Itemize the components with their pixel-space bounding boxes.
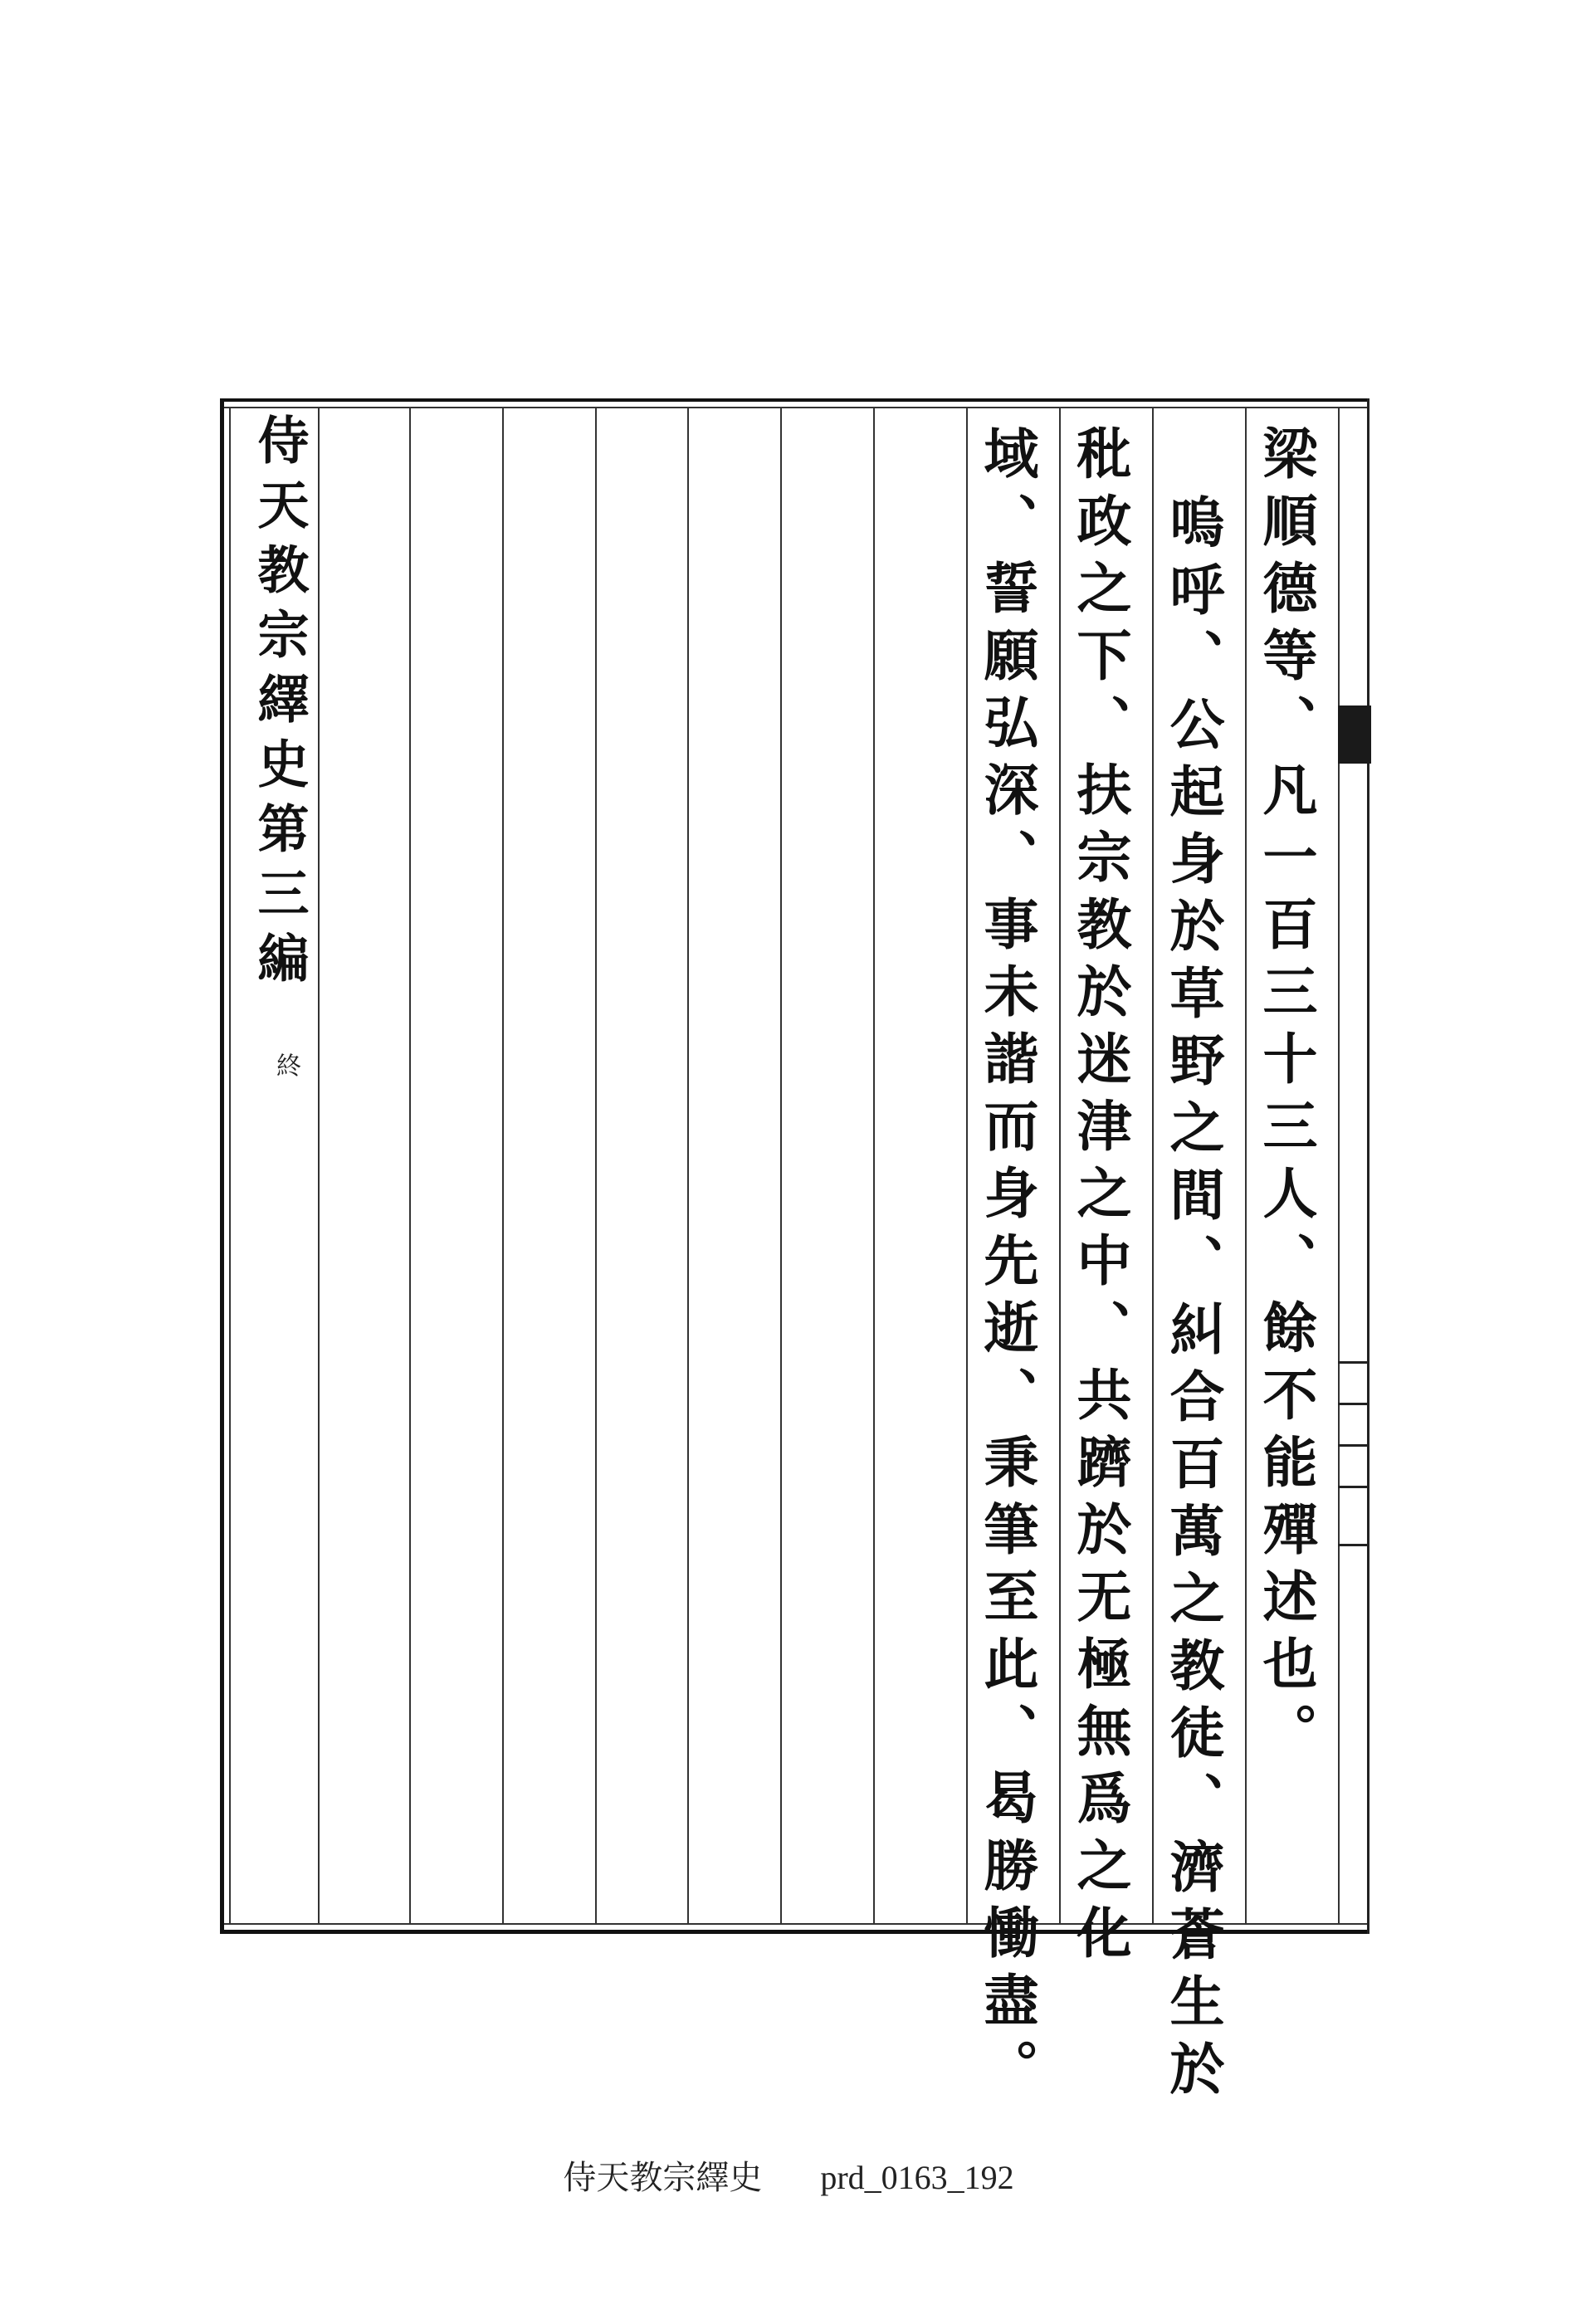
column-divider	[873, 408, 875, 1924]
frame-right-rule	[1367, 398, 1370, 1934]
column-divider	[966, 408, 968, 1924]
frame-left-rule	[220, 398, 224, 1934]
column-divider	[1152, 408, 1154, 1924]
column-divider	[595, 408, 597, 1924]
text-column-3: 秕政之下、扶宗教於迷津之中、共躋於无極無爲之化	[1067, 425, 1132, 1971]
column-divider	[1245, 408, 1247, 1924]
text-column-4: 域、誓願弘深、事未諧而身先逝、秉筆至此、曷勝慟盡。	[974, 425, 1039, 2106]
margin-tick-mark	[1338, 1486, 1370, 1488]
text-column-1: 梁順德等、凡一百三十三人、餘不能殫述也。	[1253, 425, 1318, 1770]
column-divider	[687, 408, 689, 1924]
book-title-column: 侍天教宗繹史第三編	[249, 413, 310, 996]
footer-book-title: 侍天教宗繹史	[563, 2159, 763, 2196]
column-divider	[502, 408, 504, 1924]
frame-top-inner-rule	[220, 407, 1370, 408]
column-divider	[318, 408, 320, 1924]
page-footer	[0, 2151, 1577, 2199]
column-divider	[1338, 408, 1340, 1924]
frame-left-inner-rule	[229, 408, 231, 1924]
frame-top-rule	[220, 398, 1370, 402]
footer-page-code: prd_0163_192	[820, 2159, 1014, 2196]
margin-tick-mark	[1338, 1361, 1370, 1364]
margin-tick-mark	[1338, 1403, 1370, 1405]
text-column-2: 嗚呼、公起身於草野之間、糾合百萬之教徒、濟蒼生於	[1160, 494, 1225, 2107]
margin-tick-mark	[1338, 1444, 1370, 1447]
column-divider	[780, 408, 782, 1924]
margin-tab-mark	[1338, 706, 1371, 764]
column-divider	[409, 408, 411, 1924]
column-divider	[1059, 408, 1061, 1924]
end-mark: 終	[271, 1052, 300, 1077]
margin-tick-mark	[1338, 1544, 1370, 1546]
